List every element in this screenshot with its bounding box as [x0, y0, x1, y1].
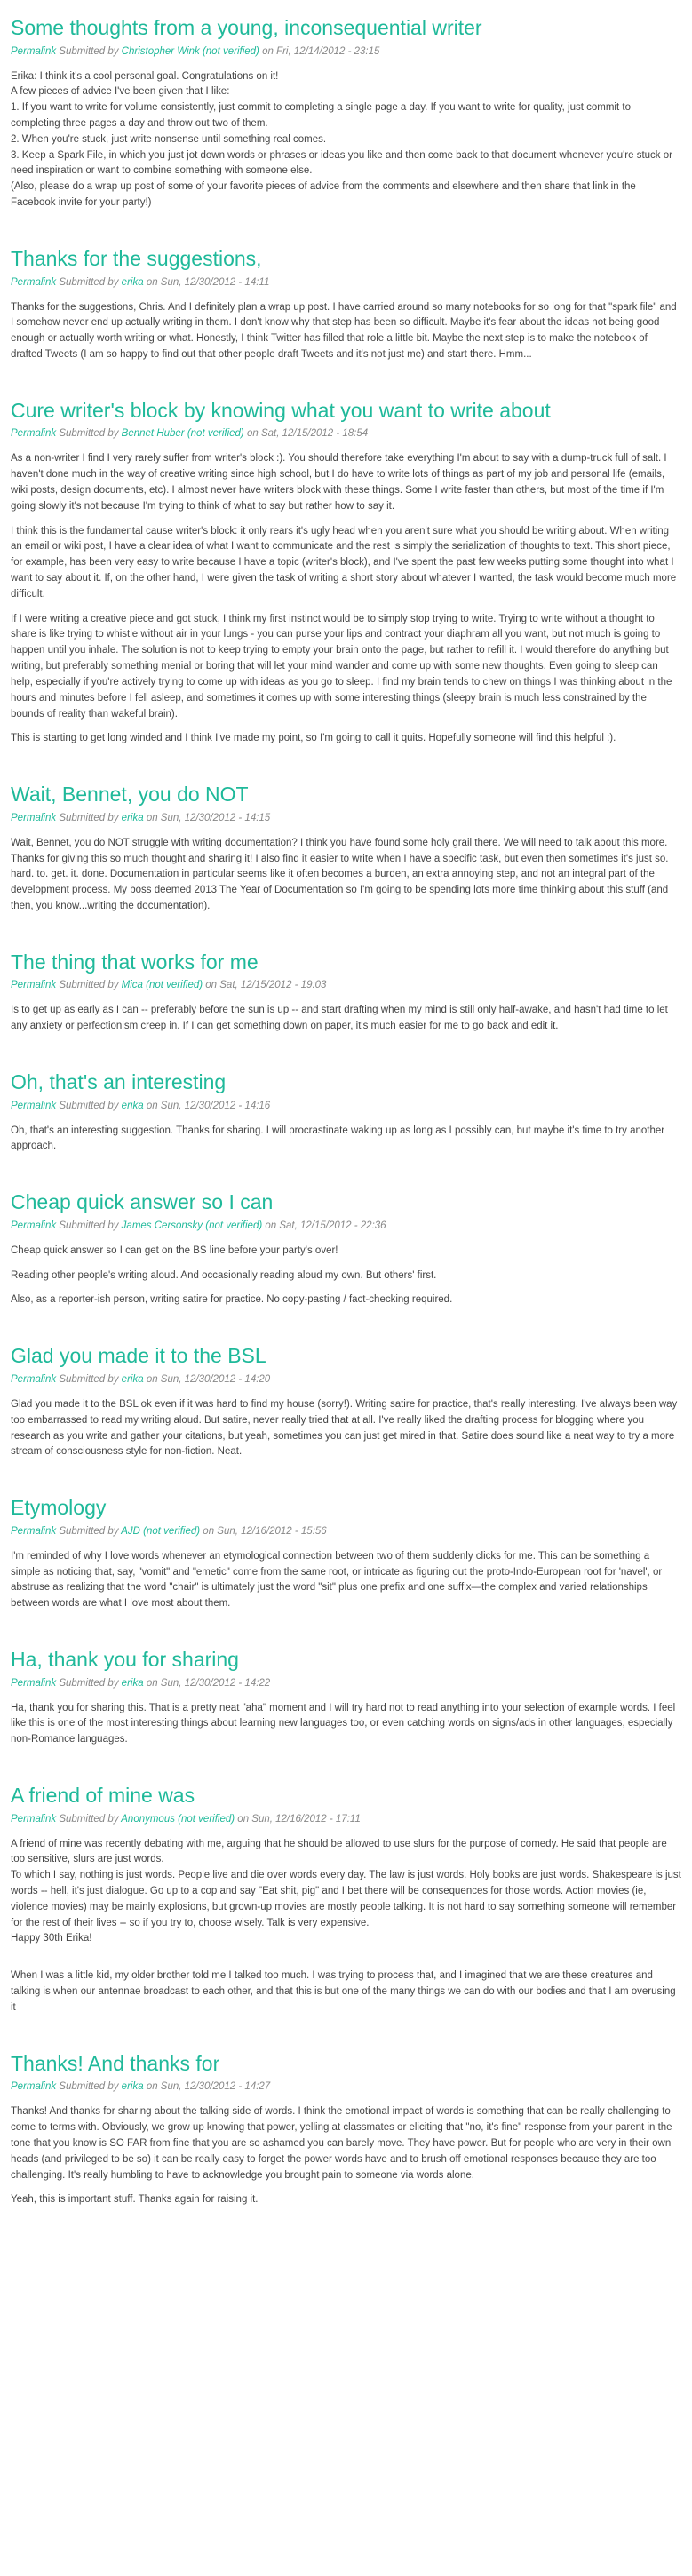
comment-paragraph: 3. Keep a Spark File, in which you just jot down words or phrases or ideas you like and then come back to that document whenever you're stuck or need inspiration or want to combine something with someone else. — [11, 149, 672, 177]
comment-date: on Sun, 12/30/2012 - 14:16 — [146, 1100, 271, 1111]
comment-meta — [11, 1678, 681, 1689]
comment-title[interactable]: Thanks! And thanks for — [11, 2051, 220, 2075]
comment-paragraph: Yeah, this is important stuff. Thanks again for raising it. — [11, 2194, 259, 2206]
submitted-by-label: Submitted by — [59, 1677, 119, 1689]
comment — [11, 399, 681, 747]
comment-body — [11, 836, 681, 915]
comment — [11, 1648, 681, 1748]
comment-meta — [11, 813, 681, 823]
comment-date: on Sun, 12/16/2012 - 15:56 — [203, 1525, 327, 1537]
comment — [11, 1070, 681, 1155]
comment-paragraph: Thanks for the suggestions, Chris. And I definitely plan a wrap up post. I have carried around so many notebooks for so long for that "spark file" and I somehow never end up actually writing in them. I don't know why that step has been so difficult. Maybe it's fear about the ideas not being good enough or actually worth writing or what. Honestly, I think Twitter has filled that role a little bit. Maybe the next step is to make the notebook of drafted Tweets (I am so happy to find out that other people draft Tweets and it's not just me) and start there. Hmm... — [11, 301, 677, 360]
submitted-by-label: Submitted by — [59, 1813, 119, 1825]
submitted-by-label: Submitted by — [59, 2081, 119, 2093]
comment-body — [11, 1701, 681, 1748]
comment-meta — [11, 1814, 681, 1825]
comment-meta — [11, 277, 681, 288]
permalink-link[interactable]: Permalink — [11, 45, 57, 57]
comment-body — [11, 300, 681, 363]
comment-paragraph: Happy 30th Erika! — [11, 1933, 92, 1944]
comment — [11, 1190, 681, 1308]
comment — [11, 16, 681, 211]
submitted-by-label: Submitted by — [59, 1525, 119, 1537]
comment-body — [11, 1837, 681, 2016]
comment-body — [11, 2104, 681, 2208]
comment-paragraph: This is starting to get long winded and I think I've made my point, so I'm going to call it quits. Hopefully someone will find this helpful :). — [11, 733, 616, 744]
comment-body — [11, 451, 681, 747]
comment-title[interactable]: Thanks for the suggestions, — [11, 246, 262, 270]
permalink-link[interactable]: Permalink — [11, 428, 57, 440]
comment-author: erika — [121, 2081, 144, 2093]
comment-paragraph: Is to get up as early as I can -- preferably before the sun is up -- and start drafting when my mind is still only half-awake, and hasn't had time to let any anxiety or perfectionism creep in. If I can get something down on paper, it's much easier for me to go back and edit it. — [11, 1005, 668, 1032]
permalink-link[interactable]: Permalink — [11, 1100, 57, 1111]
comment-author: erika — [121, 812, 144, 823]
comment-date: on Sun, 12/16/2012 - 17:11 — [237, 1813, 361, 1825]
comment-body — [11, 1244, 681, 1308]
comment-meta — [11, 428, 681, 439]
comment — [11, 247, 681, 363]
comment-body — [11, 1397, 681, 1460]
submitted-by-label: Submitted by — [59, 812, 119, 823]
comment-title[interactable]: Cure writer's block by knowing what you want to write about — [11, 398, 551, 422]
permalink-link[interactable]: Permalink — [11, 1220, 57, 1231]
submitted-by-label: Submitted by — [59, 276, 119, 288]
comment-date: on Sun, 12/30/2012 - 14:27 — [146, 2081, 271, 2093]
comment-author: erika — [121, 276, 144, 288]
comment-title[interactable]: Oh, that's an interesting — [11, 1070, 227, 1094]
comment-author: erika — [121, 1677, 144, 1689]
comment-author: erika — [121, 1100, 144, 1111]
submitted-by-label: Submitted by — [59, 428, 119, 440]
comment-title[interactable]: The thing that works for me — [11, 950, 259, 974]
comment-meta — [11, 1374, 681, 1385]
submitted-by-label: Submitted by — [59, 45, 119, 57]
comment-paragraph: If I were writing a creative piece and got stuck, I think my first instinct would be to simply stop trying to write. Trying to write without a thought to share is like trying to whistle without air in your lungs - you can purse your lips and contract your diaphram all you want, but not much is going to happen until you inhale. The solution is not to keep trying to empty your brain onto the page, but rather to refill it. I would therefore do anything but writing, but preferably something menial or boring that will let your mind wander and come up with some new thoughts. Even going to sleep can help, especially if you're actively trying to come up with ideas as you go to sleep. I find my brain tends to chew on things I was thinking about in the hours and minutes before I fell asleep, and sometimes it comes up with some interesting things (sleepy brain is much less constrained by the bounds of reality than wakeful brain). — [11, 613, 672, 720]
comment-paragraph: 1. If you want to write for volume consistently, just commit to completing a single page a day. If you want to write for quality, just commit to completing three pages a day and throw out two of them. — [11, 102, 631, 130]
comment-author: Christopher Wink (not verified) — [121, 45, 259, 57]
comment-author: Bennet Huber (not verified) — [121, 428, 244, 440]
permalink-link[interactable]: Permalink — [11, 980, 57, 991]
submitted-by-label: Submitted by — [59, 1100, 119, 1111]
comment-paragraph: Thanks! And thanks for sharing about the talking side of words. I think the emotional impact of words is something that can be really challenging to come to terms with. Obviously, we grow up knowing that power, yelling at classmates or eliciting that "no, it's fine" response from your parent in the tone that you know is SO FAR from fine that you are so ashamed you can barely move. They have power. But for people who are very in their own heads (and privileged to be so) it can be really easy to forget the power words have and to brush off emotional responses because they are too challenging. It's really humbling to have to acknowledge you brought pain to someone via words alone. — [11, 2106, 672, 2181]
comment — [11, 783, 681, 915]
comment-paragraph: 2. When you're stuck, just write nonsense until something real comes. — [11, 133, 327, 145]
comment-paragraph: Oh, that's an interesting suggestion. Thanks for sharing. I will procrastinate waking up as long as I possibly can, but maybe it's time to try another approach. — [11, 1125, 665, 1152]
comment-paragraph: Cheap quick answer so I can get on the BS line before your party's over! — [11, 1244, 338, 1256]
comment-date: on Sun, 12/30/2012 - 14:11 — [146, 276, 270, 288]
comment-author: James Cersonsky (not verified) — [121, 1220, 263, 1231]
comment — [11, 950, 681, 1035]
comment-date: on Sun, 12/30/2012 - 14:22 — [146, 1677, 271, 1689]
comment-date: on Sun, 12/30/2012 - 14:20 — [146, 1373, 271, 1385]
comment-spacer — [11, 1947, 681, 1960]
permalink-link[interactable]: Permalink — [11, 1525, 57, 1537]
permalink-link[interactable]: Permalink — [11, 1373, 57, 1385]
comment-title[interactable]: Ha, thank you for sharing — [11, 1647, 239, 1671]
comment-date: on Sat, 12/15/2012 - 22:36 — [265, 1220, 386, 1231]
comment-date: on Sun, 12/30/2012 - 14:15 — [146, 812, 271, 823]
comment-body — [11, 1549, 681, 1612]
comment-paragraph: I think this is the fundamental cause writer's block: it only rears it's ugly head when you aren't sure what you should be writing about. When writing an email or wiki post, I have a clear idea of what I want to communicate and the rest is simply the serialization of thoughts to text. This short piece, for example, has been very easy to write because I have a topic (writer's block), and I've spent the past few weeks putting some thought into what I want to say about it. If, on the other hand, I were given the task of writing a short story about whatever I wanted, the task would become much more difficult. — [11, 525, 677, 600]
comment-paragraph: To which I say, nothing is just words. People live and die over words every day. The law is just words. Holy books are just words. Shakespeare is just words -- hell, it's just dialogue. Go up to a cop and say "Eat shit, pig" and I bet there will be consequences for those words. Action movies (ie, violence movies) may be mainly explosions, but grown-up movies are mostly people talking. It is not hard to say something someone will remember for the rest of their lives -- so if you try to, choose wisely. Talk is very expensive. — [11, 1870, 681, 1928]
comment-meta — [11, 980, 681, 990]
submitted-by-label: Submitted by — [59, 980, 119, 991]
comment-title[interactable]: Wait, Bennet, you do NOT — [11, 783, 249, 807]
comment — [11, 1344, 681, 1460]
submitted-by-label: Submitted by — [59, 1220, 119, 1231]
comment-paragraph: Wait, Bennet, you do NOT struggle with writing documentation? I think you have found some holy grail there. We will need to talk about this more. Thanks for giving this so much thought and sharing it! I also find it easier to write when I have a specific task, but even then sometimes it's just so. hard. to. get. it. done. Documentation in particular seems like it often becomes a burden, an extra annoying step, and not an integral part of the development process. My boss deemed 2013 The Year of Documentation so I'm going to be spending lots more time thinking about this stuff (and then, you know...writing the documentation). — [11, 837, 669, 911]
comment — [11, 1784, 681, 2016]
comment-body — [11, 1003, 681, 1035]
comment — [11, 2052, 681, 2208]
permalink-link[interactable]: Permalink — [11, 2081, 57, 2093]
comment-paragraph: Glad you made it to the BSL ok even if it was hard to find my house (sorry!). Writing satire for practice, that's really interesting. I've always been way too embarrassed to read my writing aloud. But satire, never really tried that at all. I've really liked the drafting process for blogging where you research as you write and gather your citations, but yeah, sometimes you can just get mired in that. Satire does sound like a neat way to try a more stream of consciousness style for non-fiction. Neat. — [11, 1398, 678, 1458]
comment-paragraph: Also, as a reporter-ish person, writing satire for practice. No copy-pasting / fact-checking required. — [11, 1294, 453, 1306]
comment-paragraph: I'm reminded of why I love words whenever an etymological connection between two of them suddenly clicks for me. This can be something a simple as noticing that, say, "vomit" and "emetic" come from the same root, or intricate as figuring out the proto-Indo-European root for 'navel', or abstruse as realizing that the word "chair" is ultimately just the word "sit" plus one prefix and one suffix—the complex and varied relationships between words are what I love most about them. — [11, 1550, 663, 1610]
comment-meta — [11, 46, 681, 57]
permalink-link[interactable]: Permalink — [11, 812, 57, 823]
comment-title[interactable]: A friend of mine was — [11, 1784, 195, 1807]
comment-date: on Sat, 12/15/2012 - 18:54 — [246, 428, 369, 440]
permalink-link[interactable]: Permalink — [11, 1813, 57, 1825]
comment-meta — [11, 1526, 681, 1537]
comment-date: on Fri, 12/14/2012 - 23:15 — [262, 45, 380, 57]
permalink-link[interactable]: Permalink — [11, 1677, 57, 1689]
comment — [11, 1496, 681, 1612]
comment-title[interactable]: Cheap quick answer so I can — [11, 1190, 274, 1214]
comment-paragraph: When I was a little kid, my older brother told me I talked too much. I was trying to process that, and I imagined that we are these creatures and talking is when our antennae broadcast to each other, and that this is but one of the many things we can do with our bodies and that I am overusing it — [11, 1970, 676, 2013]
comment-paragraph: Reading other people's writing aloud. And occasionally reading aloud my own. But others' first. — [11, 1269, 437, 1281]
comment-paragraph: Ha, thank you for sharing this. That is a pretty neat "aha" moment and I will try hard not to read anything into your selection of example words. I feel like this is one of the most interesting things about learning new languages too, or even catching words on signs/ads in other languages, especially non-Romance languages. — [11, 1702, 676, 1745]
comment-author: erika — [121, 1373, 144, 1385]
comment-author: AJD (not verified) — [121, 1525, 201, 1537]
comment-title[interactable]: Etymology — [11, 1496, 107, 1520]
comment-paragraph: As a non-writer I find I very rarely suffer from writer's block :). You should therefore take everything I'm about to say with a dump-truck full of salt. I haven't done much in the way of creative writing since high school, but I do have to write lots of things as part of my job and personal life (emails, wiki posts, design documents, etc). I almost never have writers block with these things. Some I write faster than others, but most of the time if I'm going slowly it's not because I'm trying to think of what to say but rather how to say it. — [11, 453, 667, 512]
comment-paragraph: A friend of mine was recently debating with me, arguing that he should be allowed to use slurs for the purpose of comedy. He said that people are too sensitive, slurs are just words. — [11, 1838, 667, 1865]
comment-author: Mica (not verified) — [121, 980, 203, 991]
comment-meta — [11, 2081, 681, 2092]
comment-body — [11, 69, 681, 211]
comment-title[interactable]: Some thoughts from a young, inconsequential writer — [11, 16, 482, 39]
comment-paragraph: Erika: I think it's a cool personal goal. Congratulations on it! — [11, 70, 279, 82]
comment-title[interactable]: Glad you made it to the BSL — [11, 1344, 266, 1368]
comment-meta — [11, 1101, 681, 1111]
comment-paragraph: A few pieces of advice I've been given that I like: — [11, 86, 230, 98]
comment-date: on Sat, 12/15/2012 - 19:03 — [205, 980, 327, 991]
comment-meta — [11, 1220, 681, 1231]
comment-paragraph: (Also, please do a wrap up post of some of your favorite pieces of advice from the comments and elsewhere and then share that link in the Facebook invite for your party!) — [11, 181, 636, 209]
comment-body — [11, 1124, 681, 1156]
permalink-link[interactable]: Permalink — [11, 276, 57, 288]
submitted-by-label: Submitted by — [59, 1373, 119, 1385]
comment-author: Anonymous (not verified) — [121, 1813, 235, 1825]
